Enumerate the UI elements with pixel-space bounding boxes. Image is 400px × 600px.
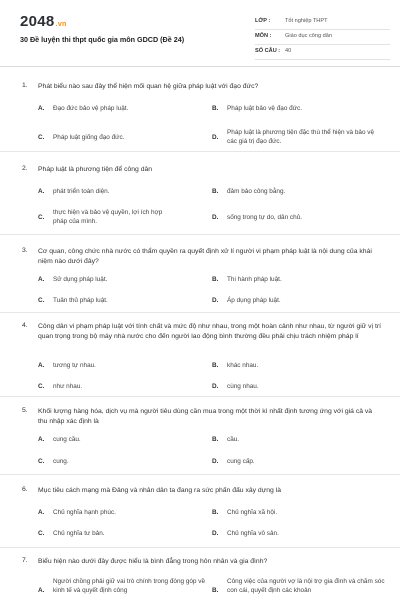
logo-text: 2048 — [20, 13, 55, 30]
option-letter: B. — [212, 105, 219, 112]
option-text: Chủ nghĩa hạnh phúc. — [53, 509, 116, 516]
option-text: cùng nhau. — [227, 383, 259, 390]
option-letter: A. — [38, 188, 45, 195]
meta-value: Tốt nghiệp THPT — [285, 18, 328, 24]
option-letter: C. — [38, 214, 45, 221]
option-text: Công việc của người vợ là nội trợ gia đình và chăm sóc con cái, quyết định các khoản — [227, 578, 385, 594]
option-letter: D. — [212, 383, 219, 390]
option-text: Chủ nghĩa vô sản. — [227, 530, 279, 537]
question-number: 1. — [22, 82, 28, 89]
option-text: Áp dụng pháp luật. — [227, 297, 281, 304]
option-letter: A. — [38, 362, 45, 369]
option-text: Pháp luật giống đạo đức. — [53, 134, 125, 141]
option-letter: B. — [212, 276, 219, 283]
option-text: Người chồng phải giữ vai trò chính trong đóng góp về kinh tế và quyết định công — [53, 578, 206, 594]
meta-key: MÔN : — [255, 33, 272, 39]
question-number: 4. — [22, 322, 28, 329]
meta-key: LỚP : — [255, 18, 271, 24]
option-text: Đạo đức bảo vệ pháp luật. — [53, 105, 129, 112]
option-text: cung. — [53, 458, 69, 465]
option-text: đảm bảo công bằng. — [227, 188, 286, 195]
question-text: Công dân vi phạm pháp luật với tính chất và mức độ như nhau, trong một hoàn cảnh như nhau, từ người giữ vị trí quan trọng trong bộ máy nhà nước cho đến người lao động bình thường đều phải chịu trách nhiệm pháp lí — [38, 323, 382, 340]
question-number: 3. — [22, 247, 28, 254]
site-logo[interactable] — [20, 13, 67, 30]
exam-meta — [255, 15, 390, 60]
meta-count — [255, 45, 390, 60]
option-text: cầu. — [227, 436, 240, 443]
divider — [0, 234, 400, 235]
divider — [0, 396, 400, 397]
divider — [0, 547, 400, 548]
question-text: Phát biểu nào sau đây thể hiện mối quan hệ giữa pháp luật với đạo đức? — [38, 83, 259, 90]
option-text: Sử dụng pháp luật. — [53, 276, 108, 283]
option-letter: C. — [38, 530, 45, 537]
option-letter: B. — [212, 436, 219, 443]
option-letter: D. — [212, 214, 219, 221]
option-text: Chủ nghĩa xã hội. — [227, 509, 278, 516]
option-text: tương tự nhau. — [53, 362, 96, 369]
option-letter: D. — [212, 134, 219, 141]
option-letter: B. — [212, 509, 219, 516]
option-letter: A. — [38, 436, 45, 443]
option-text: Chủ nghĩa tư bản. — [53, 530, 105, 537]
option-text: Thi hành pháp luật. — [227, 276, 282, 283]
option-letter: D. — [212, 297, 219, 304]
divider — [0, 474, 400, 475]
question-number: 5. — [22, 407, 28, 414]
logo-suffix: .vn — [55, 21, 67, 28]
option-letter: C. — [38, 458, 45, 465]
question-text: Cơ quan, công chức nhà nước có thẩm quyền ra quyết định xử lí người vi phạm pháp luật là nội dung của khái niệm nào dưới đây? — [38, 248, 372, 265]
option-letter: A. — [38, 276, 45, 283]
question-text: Khối lượng hàng hóa, dịch vụ mà người tiêu dùng cần mua trong một thời kì nhất định tương ứng với giá cả và thu nhập xác định là — [38, 408, 373, 425]
question-number: 7. — [22, 557, 28, 564]
option-letter: A. — [38, 587, 45, 594]
option-letter: C. — [38, 297, 45, 304]
question-number: 6. — [22, 486, 28, 493]
meta-value: Giáo dục công dân — [285, 33, 332, 39]
question-text: Pháp luật là phương tiện để công dân — [38, 166, 153, 173]
meta-key: SỐ CÂU : — [255, 48, 281, 54]
option-text: Pháp luật bảo vệ đạo đức. — [227, 105, 302, 112]
meta-value: 40 — [285, 48, 292, 54]
option-text: như nhau. — [53, 383, 83, 390]
option-letter: B. — [212, 188, 219, 195]
option-letter: C. — [38, 134, 45, 141]
question-text: Mục tiêu cách mạng mà Đảng và nhân dân ta đang ra sức phấn đấu xây dựng là — [38, 487, 281, 494]
option-text: thực hiện và bảo vệ quyền, lợi ích hợp pháp của mình. — [53, 209, 163, 225]
option-letter: B. — [212, 587, 219, 594]
option-letter: B. — [212, 362, 219, 369]
question-number: 2. — [22, 165, 28, 172]
option-text: phát triển toàn diện. — [53, 188, 110, 195]
option-text: khác nhau. — [227, 362, 259, 369]
question-text: Biểu hiện nào dưới đây được hiểu là bình đẳng trong hôn nhân và gia đình? — [38, 558, 268, 565]
header-divider — [0, 66, 400, 67]
option-text: cung cầu. — [53, 436, 81, 443]
page-header — [0, 0, 400, 62]
divider — [0, 151, 400, 152]
option-text: Tuân thủ pháp luật. — [53, 297, 108, 304]
option-letter: D. — [212, 530, 219, 537]
divider — [0, 312, 400, 313]
exam-title: 30 Đề luyện thi thpt quốc gia môn GDCD (Đề 24) — [20, 35, 185, 44]
option-letter: C. — [38, 383, 45, 390]
meta-subject — [255, 30, 390, 45]
option-text: cung cấp. — [227, 458, 255, 465]
option-text: sống trong tự do, dân chủ. — [227, 214, 302, 221]
option-letter: D. — [212, 458, 219, 465]
option-text: Pháp luật là phương tiện đặc thù thể hiện và bảo vệ các giá trị đạo đức. — [227, 129, 375, 145]
option-letter: A. — [38, 105, 45, 112]
meta-class — [255, 15, 390, 30]
option-letter: A. — [38, 509, 45, 516]
